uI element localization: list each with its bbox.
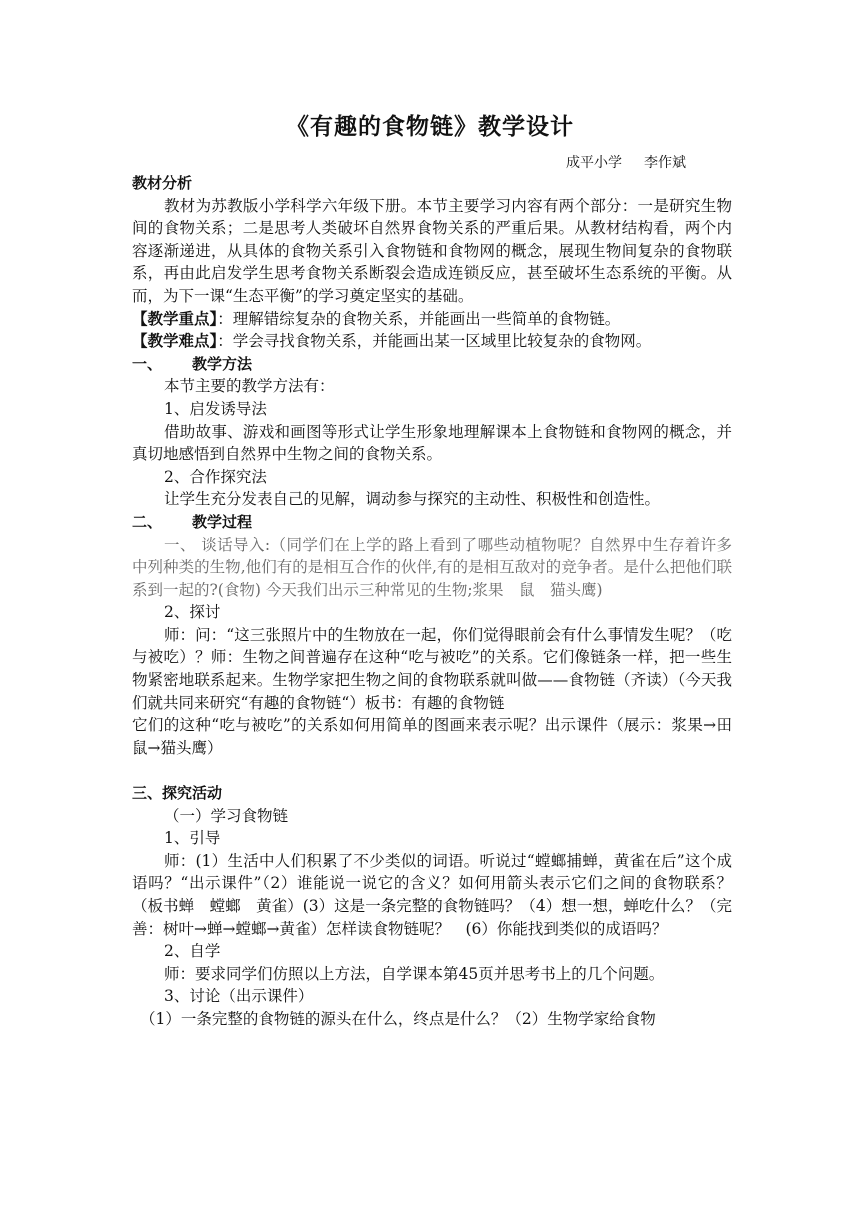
method-2-title: 2、合作探究法 bbox=[164, 467, 267, 486]
section-heading-process bbox=[132, 511, 732, 534]
activity-selfstudy-title: 2、自学 bbox=[164, 942, 221, 961]
key-point bbox=[132, 308, 732, 331]
section-heading-text: 教学方法 bbox=[192, 354, 253, 373]
key-point-label: 【教学重点】 bbox=[132, 309, 218, 328]
method-1-title: 1、启发诱导法 bbox=[164, 399, 267, 418]
section-heading-text: 教学过程 bbox=[192, 512, 253, 531]
document-title: 《有趣的食物链》教学设计 bbox=[286, 114, 574, 140]
author-name: 李作斌 bbox=[644, 155, 686, 171]
key-point-text: ：理解错综复杂的食物关系，并能画出一些简单的食物链。 bbox=[217, 309, 621, 328]
author-school: 成平小学 bbox=[566, 155, 622, 171]
activity-discussion-title: 3、讨论（出示课件） bbox=[164, 987, 314, 1006]
discussion-paragraph: 师：问：“这三张照片中的生物放在一起，你们觉得眼前会有什么事情发生呢？（吃与被吃）？师：生物之间普遍存在这种“吃与被吃”的关系。它们像链条一样，把一些生物紧密地联系起来。生物学家把生物之间的食物联系就叫做——食物链（齐读）（今天我们就共同来研究“有趣的食物链“）板书：有趣的食物链 bbox=[132, 625, 732, 712]
activity-guide-text: 师：(1）生活中人们积累了不少类似的词语。听说过“螳螂捕蝉，黄雀在后”这个成语吗？“出示课件”（2）谁能说一说它的含义？如何用箭头表示它们之间的食物联系？（板书蝉 螳螂 黄雀）(3）这是一条完整的食物链吗？（4）想一想，蝉吃什么？（完善：树叶→蝉→螳螂→黄雀）怎样读食物链呢？ (6）你能找到类似的成语吗？ bbox=[132, 851, 732, 938]
section-heading-methods bbox=[132, 353, 732, 376]
method-1-text: 借助故事、游戏和画图等形式让学生形象地理解课本上食物链和食物网的概念，并真切地感悟到自然界中生物之间的食物关系。 bbox=[132, 422, 732, 464]
discussion-title: 2、探讨 bbox=[164, 603, 221, 622]
section-number: 二、 bbox=[132, 512, 163, 531]
analysis-paragraph: 教材为苏教版小学科学六年级下册。本节主要学习内容有两个部分：一是研究生物间的食物关系；二是思考人类破坏自然界食物关系的严重后果。从教材结构看，两个内容逐渐递进，从具体的食物关系引入食物链和食物网的概念，展现生物间复杂的食物联系，再由此启发学生思考食物关系断裂会造成连锁反应，甚至破坏生态系统的平衡。从而，为下一课“生态平衡”的学习奠定坚实的基础。 bbox=[132, 196, 732, 305]
section-heading-activity: 三、探究活动 bbox=[132, 784, 223, 803]
section-heading-analysis: 教材分析 bbox=[132, 174, 193, 192]
method-2-text: 让学生充分发表自己的见解，调动参与探究的主动性、积极性和创造性。 bbox=[164, 490, 661, 509]
activity-sub-1: （一）学习食物链 bbox=[164, 806, 289, 825]
difficult-point-label: 【教学难点】 bbox=[132, 332, 218, 351]
activity-discussion-text: （1）一条完整的食物链的源头在什么，终点是什么？（2）生物学家给食物 bbox=[140, 1009, 656, 1028]
methods-intro: 本节主要的教学方法有： bbox=[164, 377, 335, 396]
author-line bbox=[566, 152, 686, 172]
document-body bbox=[132, 172, 732, 1031]
discussion-paragraph-2: 它们的这种“吃与被吃”的关系如何用简单的图画来表示呢？出示课件（展示：浆果→田鼠→猫头鹰） bbox=[132, 716, 732, 757]
section-number: 一、 bbox=[132, 354, 163, 373]
difficult-point-text: ：学会寻找食物关系，并能画出某一区域里比较复杂的食物网。 bbox=[217, 332, 652, 351]
activity-selfstudy-text: 师：要求同学们仿照以上方法，自学课本第45页并思考书上的几个问题。 bbox=[164, 964, 665, 983]
blank-line bbox=[132, 759, 732, 782]
activity-guide-title: 1、引导 bbox=[164, 829, 221, 848]
process-intro-paragraph: 一、 谈话导入:（同学们在上学的路上看到了哪些动植物呢？自然界中生存着许多中列种类的生物,他们有的是相互合作的伙伴,有的是相互敌对的竞争者。是什么把他们联系到一起的?(食物) 今天我们出示三种常见的生物;浆果 鼠 猫头鹰) bbox=[132, 535, 732, 599]
difficult-point bbox=[132, 330, 732, 353]
